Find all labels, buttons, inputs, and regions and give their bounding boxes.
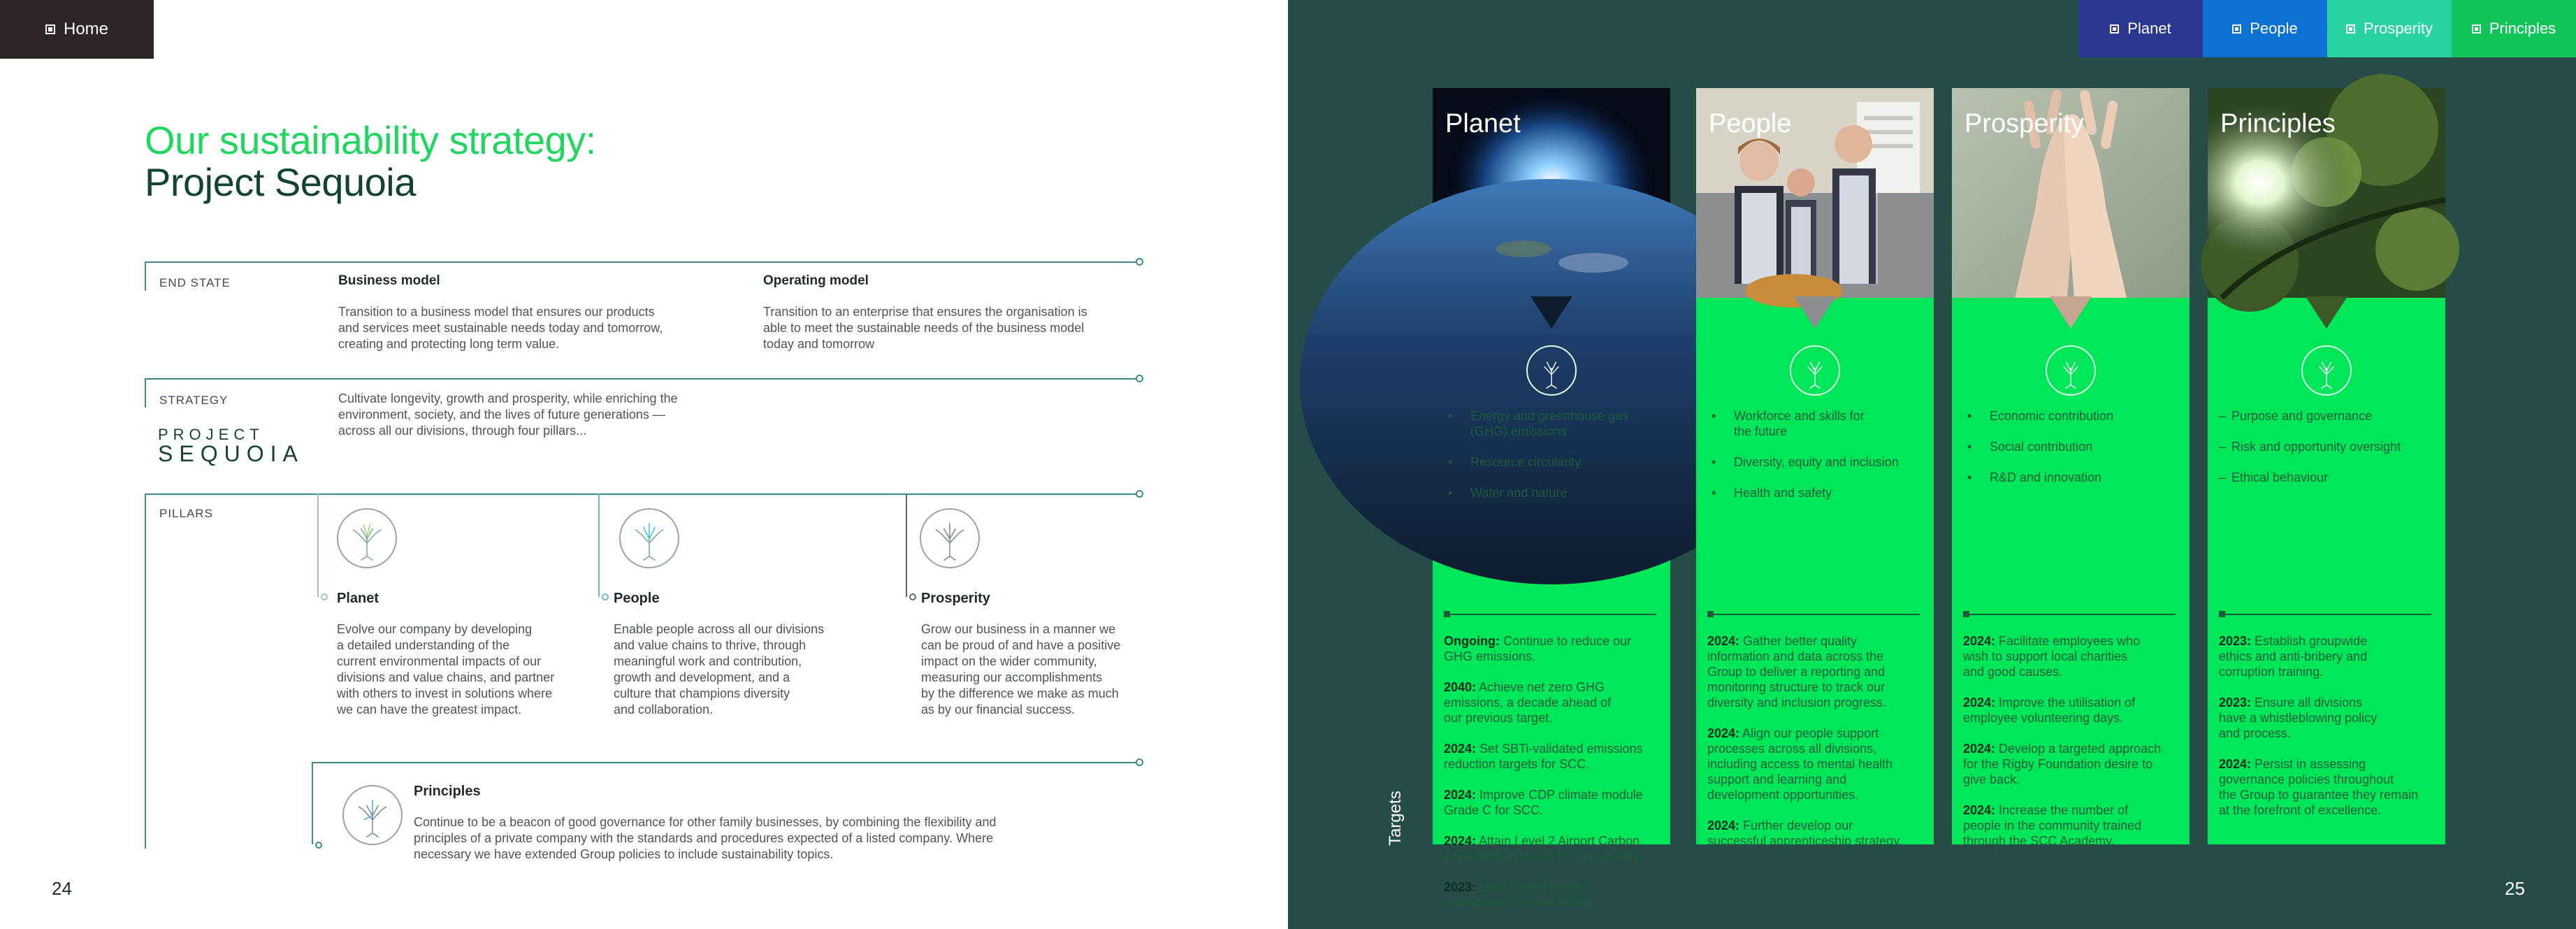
target-item: 2023: Ensure all divisions have a whistleblowing policy and process. [2219,696,2378,740]
target-item: 2024: Set SBTi-validated emissions reduction targets for SCC. [1444,742,1643,771]
card-prosperity [1952,88,2190,848]
card-prosperity-focus-list [1963,408,2180,500]
tab-planet[interactable] [2078,0,2203,57]
page-title-line2: Project Sequoia [145,160,416,204]
business-model-text: Transition to a business model that ensures our products and services meet sustainable needs today and tomorrow, creating and protecting long term value. [338,305,663,351]
pillar-people-title: People [614,591,660,606]
pillar-prosperity-text: Grow our business in a manner we can be proud of and have a positive impact on the wider community, measuring our accomplishments by the difference we make as much as by our financial success. [921,622,1121,716]
principles-node [1136,758,1143,766]
target-item: 2024: Attain Level 2 Airport Carbon Accreditation (ACA) for our airports. [1444,834,1644,863]
strategy-text: Cultivate longevity, growth and prosperity, while enriching the environment, society, and the lives of future generations — across all our divisions, through four pillars... [338,391,678,438]
end-state-divider [145,261,1138,263]
strategy-divider [145,378,1138,380]
list-item: – Risk and opportunity oversight [2219,439,2436,454]
card-people-focus-list [1707,408,1924,516]
planet-connector [317,494,319,597]
page-number-right: 25 [2505,878,2525,899]
principles-divider [312,762,1138,763]
tab-principles-label: Principles [2489,20,2556,37]
planet-node [321,593,328,600]
card-prosperity-tree-icon [2046,345,2096,396]
pillar-planet-text: Evolve our company by developing a detailed understanding of the current environmental impacts of our divisions and value chains, and partner with others to invest in solutions where we can have the greatest impact. [337,622,555,716]
card-principles-tree-icon [2301,345,2352,396]
people-tree-icon [619,508,679,568]
pillars-bracket [145,494,146,849]
pillar-planet-title: Planet [337,591,379,606]
tab-people-icon [2232,24,2241,34]
list-item: • Workforce and skills for the future [1707,408,1924,439]
prosperity-connector [906,494,907,597]
card-principles-notch [2306,296,2347,329]
list-item: • Resource circularity [1444,454,1660,470]
card-planet-tree-icon [1526,345,1577,396]
card-planet [1433,88,1670,909]
list-item: • R&D and innovation [1963,470,2180,485]
tab-principles-icon [2472,24,2481,34]
pillar-principles-text: Continue to be a beacon of good governance for other family businesses, by combining the flexibility and principles of a private company with the standards and procedures expected of a listed company. Where necessary we have extended Group policies to include sustainability topics. [414,815,997,861]
principles-bracket [312,762,313,844]
home-label: Home [63,20,109,38]
tab-principles[interactable] [2452,0,2576,57]
tab-people-label: People [2250,20,2298,37]
prosperity-tree-icon [920,508,980,568]
page-title-line1: Our sustainability strategy: [145,118,596,162]
card-principles-targets [2219,633,2437,833]
card-planet-notch [1531,296,1572,329]
card-people [1696,88,1934,848]
card-people-notch [1794,296,1836,329]
card-principles-focus-list [2219,408,2436,500]
target-item: 2024: Gather better quality information and data across the Group to deliver a reporting and monitoring structure to track our diversity and inclusion progress. [1707,634,1887,710]
strategy-bracket [145,378,146,408]
card-people-tree-icon [1790,345,1840,396]
operating-model-text: Transition to an enterprise that ensures the organisation is able to meet the sustainable needs of the business model today and tomorrow [763,305,1087,351]
target-item: 2023: Gain Green Tourism accreditation for our hotels. [1444,880,1596,909]
list-item: • Water and nature [1444,485,1660,500]
pillar-principles-title: Principles [414,784,481,799]
end-state-node [1136,258,1143,266]
card-planet-title: Planet [1445,109,1521,138]
tab-prosperity[interactable] [2327,0,2452,57]
list-item: – Purpose and governance [2219,408,2436,424]
home-button[interactable] [0,0,154,59]
list-item: • Diversity, equity and inclusion [1707,454,1924,470]
targets-label: Targets [1386,791,1405,846]
principles-connector-node [315,842,322,849]
target-item: 2024: Increase the number of people in the community trained through the SCC Academy. [1963,803,2142,848]
list-item: – Ethical behaviour [2219,470,2436,485]
principles-tree-icon [342,785,403,845]
pillars-label: PILLARS [159,507,213,520]
tab-prosperity-label: Prosperity [2363,20,2433,37]
project-sequoia-logo-top: PROJECT [158,426,264,443]
pillar-prosperity-title: Prosperity [921,591,990,606]
card-planet-focus-list [1444,408,1660,516]
card-prosperity-notch [2050,296,2092,329]
target-item: 2040: Achieve net zero GHG emissions, a decade ahead of our previous target. [1444,680,1612,725]
list-item: • Health and safety [1707,485,1924,500]
target-item: 2024: Align our people support processes across all divisions, including access to mental health support and learning and development opportunities. [1707,726,1893,802]
planet-tree-icon [337,508,397,568]
people-connector [598,494,600,597]
tab-prosperity-icon [2346,24,2355,34]
pillar-people-text: Enable people across all our divisions and value chains to thrive, through meaningful work and contribution, growth and development, and a culture that champions diversity and collaboration. [614,622,825,716]
card-prosperity-targets [1963,633,2181,864]
target-item: 2023: Establish groupwide ethics and anti-bribery and corruption training. [2219,634,2368,679]
target-item: 2024: Further develop our successful apprenticeship strategy. [1707,819,1902,848]
tab-planet-label: Planet [2127,20,2171,37]
card-prosperity-targets-divider [1966,614,2176,615]
right-page [1288,0,2576,929]
section-tabs [2078,0,2576,57]
card-people-targets [1707,633,1925,864]
people-node [602,593,609,600]
card-people-title: People [1709,109,1792,138]
card-people-targets-divider [1710,614,1920,615]
card-planet-targets [1444,633,1662,926]
prosperity-node [909,593,916,600]
target-item: 2024: Facilitate employees who wish to support local charities and good causes. [1963,634,2141,679]
target-item: 2024: Improve the utilisation of employee volunteering days. [1963,696,2136,725]
home-icon [45,24,55,34]
list-item: • Energy and greenhouse gas (GHG) emissions [1444,408,1660,439]
page-number-left: 24 [52,878,72,899]
card-principles [2208,88,2445,844]
strategy-label: STRATEGY [159,394,229,407]
tab-people[interactable] [2203,0,2327,57]
target-item: 2024: Improve CDP climate module Grade C for SCC. [1444,788,1643,817]
target-item: 2024: Develop a targeted approach for the Rigby Foundation desire to give back. [1963,742,2162,786]
card-principles-title: Principles [2220,109,2336,138]
pillars-node [1136,490,1143,498]
business-model-heading: Business model [338,273,440,288]
end-state-bracket [145,261,146,291]
target-item: Ongoing: Continue to reduce our GHG emissions. [1444,634,1632,663]
list-item: • Social contribution [1963,439,2180,454]
card-prosperity-title: Prosperity [1964,109,2085,138]
list-item: • Economic contribution [1963,408,2180,424]
card-planet-targets-divider [1447,614,1656,615]
target-item: 2024: Persist in assessing governance policies throughout the Group to guarantee they remain at the forefront of excellence. [2219,757,2419,817]
end-state-label: END STATE [159,276,231,289]
operating-model-heading: Operating model [763,273,869,288]
strategy-node [1136,375,1143,382]
pillars-divider [145,494,1138,495]
card-principles-targets-divider [2222,614,2431,615]
project-sequoia-logo-bottom: SEQUOIA [158,441,304,466]
tab-planet-icon [2110,24,2119,34]
